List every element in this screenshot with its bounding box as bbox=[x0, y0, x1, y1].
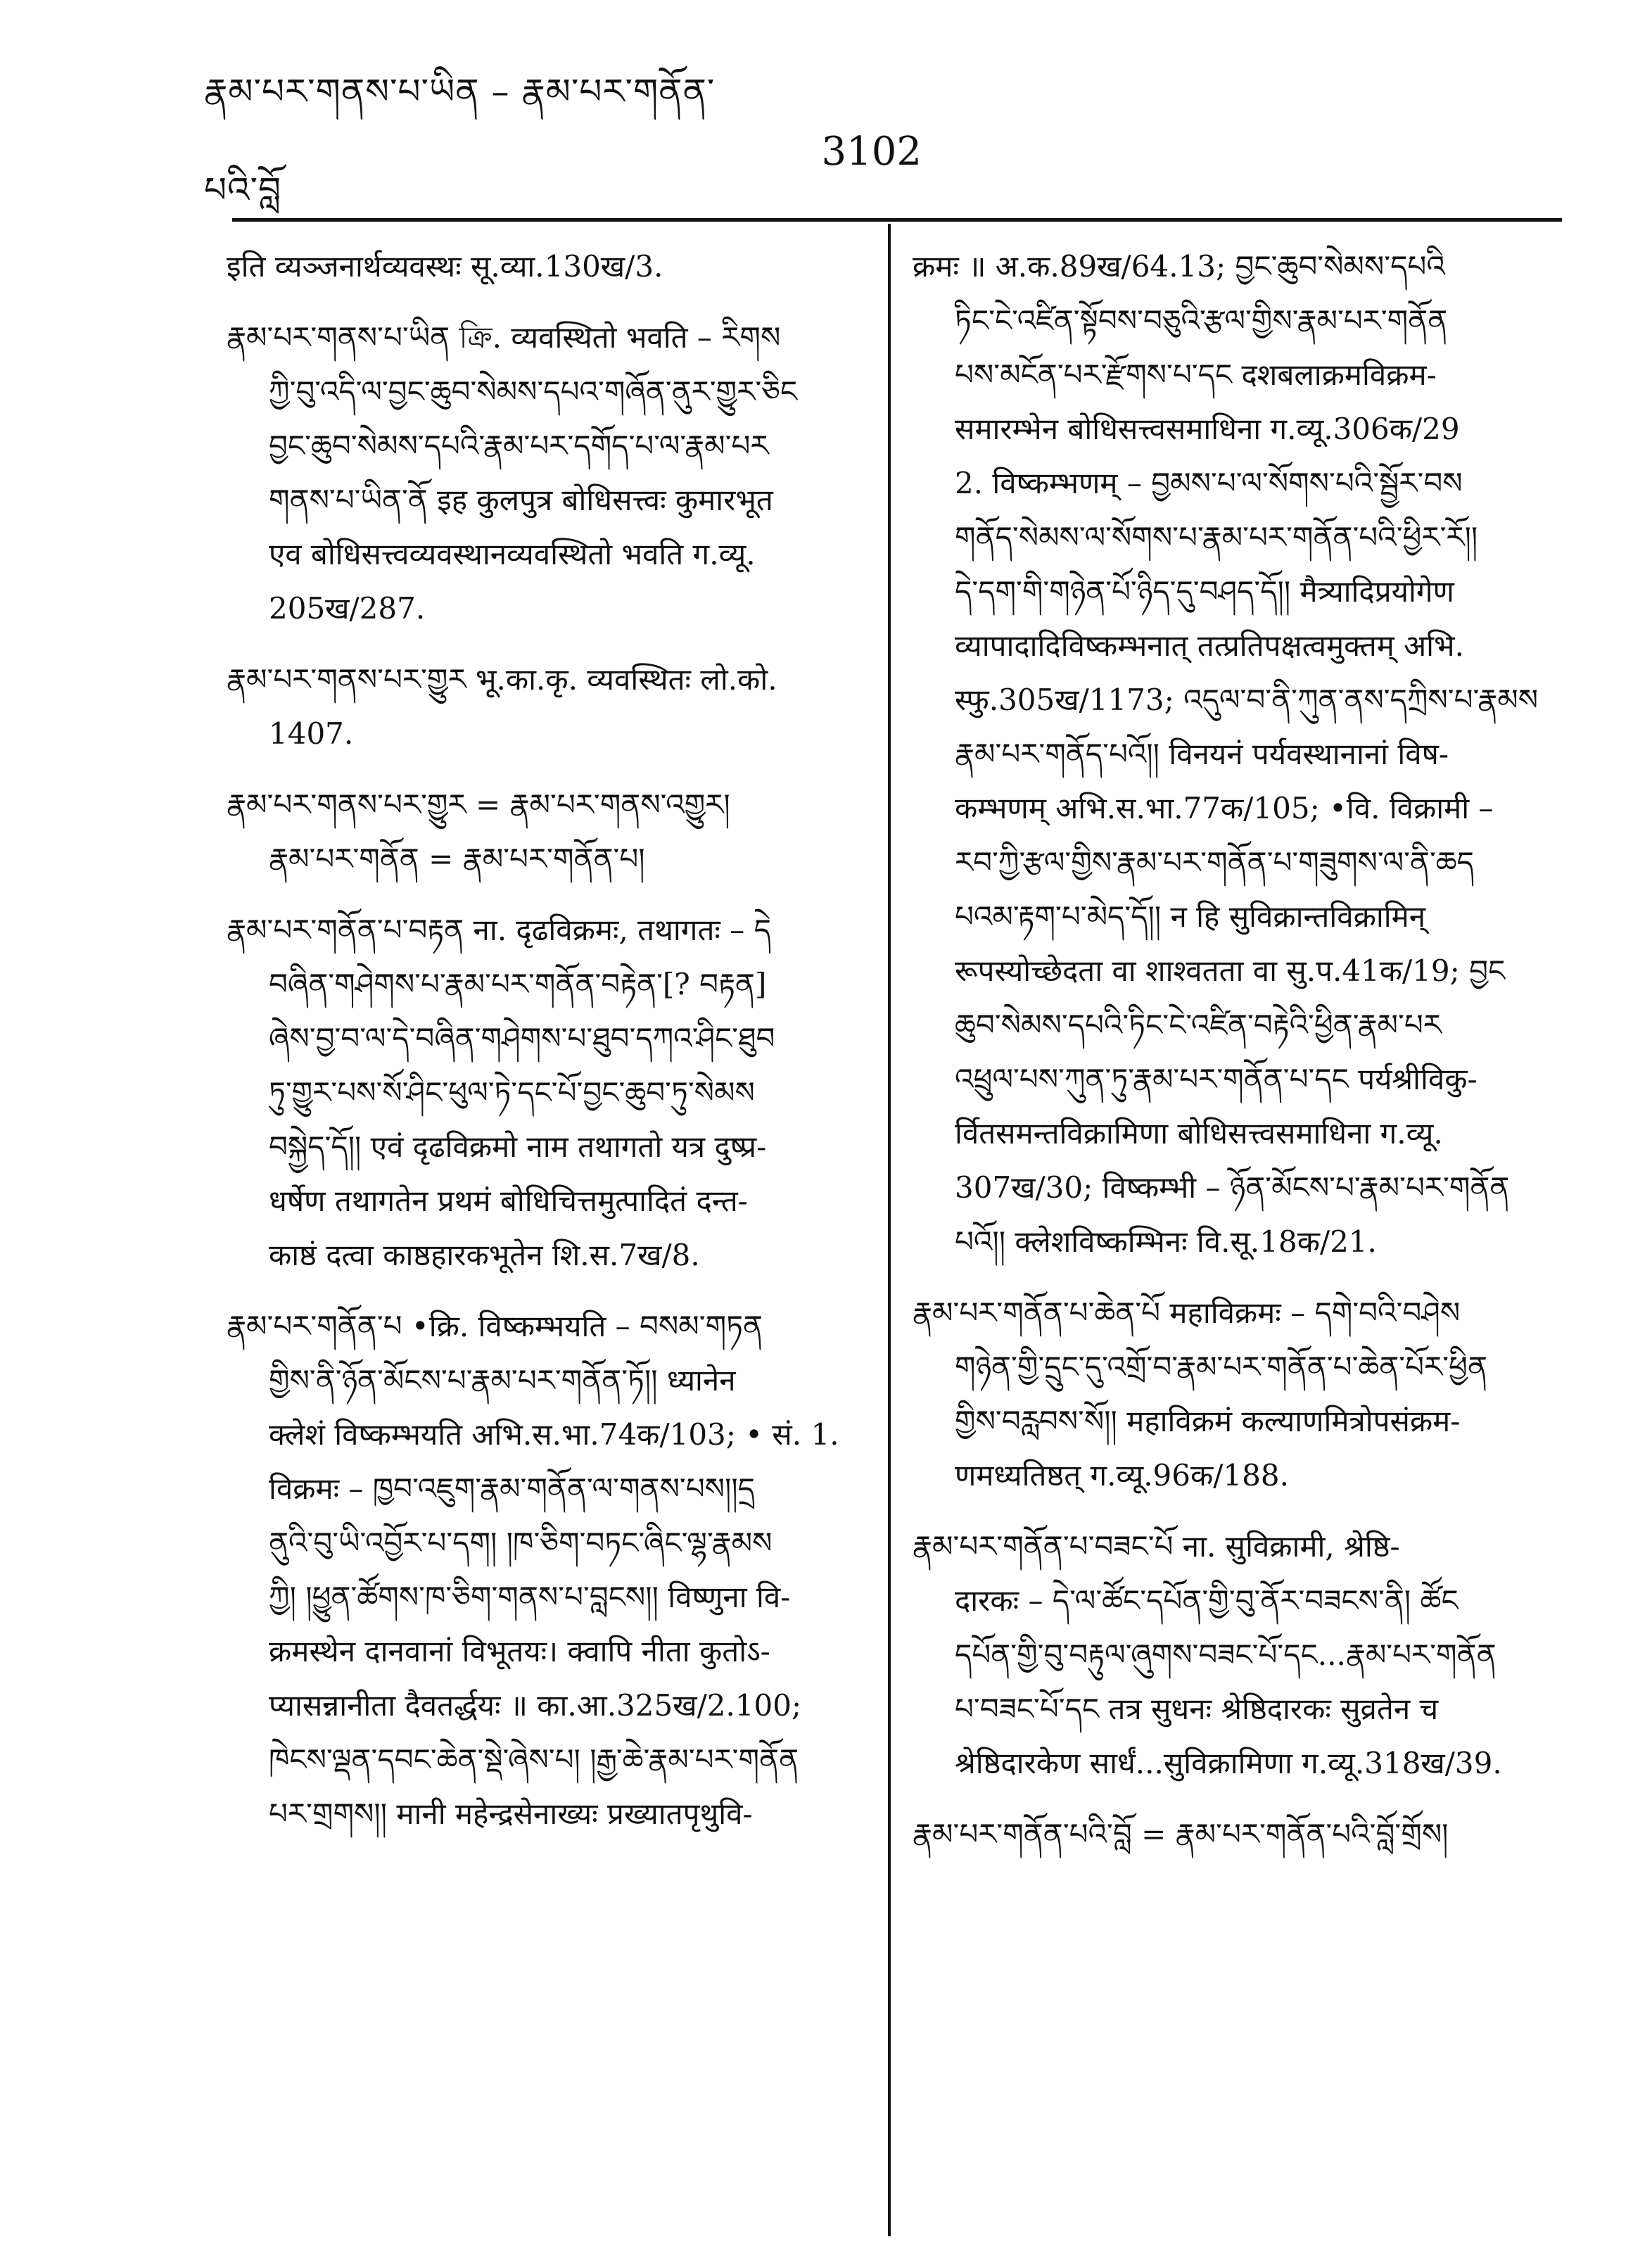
dictionary-entry bbox=[227, 778, 860, 886]
dictionary-entry bbox=[227, 239, 860, 293]
dictionary-entry bbox=[227, 903, 860, 1282]
entry-line: བསྐྱེད་དོ།། एवं दृढविक्रमो नाम तथागतो यत्र दुष्प्र- bbox=[269, 1129, 767, 1164]
page-header bbox=[204, 71, 922, 210]
entry-line: ནུའི་བུ་ཡི་འབྱོར་པ་དག། །ཁ་ཅིག་བཏང་ཞིང་ལྷ་རྣམས bbox=[269, 1526, 773, 1560]
entry-line: རྣམ་པར་གནོན = རྣམ་པར་གནོན་པ། bbox=[269, 842, 645, 876]
entry-line: བྱང་ཆུབ་སེམས་དཔའི་རྣམ་པར་དགོད་པ་ལ་རྣམ་པར bbox=[269, 429, 769, 463]
entry-line: པའོ།། क्लेशविष्कम्भिनः वि.सू.18क/21. bbox=[955, 1224, 1377, 1259]
entry-line: དཔོན་གྱི་བུ་བརྟུལ་ཞུགས་བཟང་པོ་དང...རྣམ་པར་གནོན bbox=[955, 1637, 1497, 1672]
dictionary-entry bbox=[227, 1299, 860, 1841]
entry-line: दारकः – དེ་ལ་ཚོང་དཔོན་གྱི་བུ་ནོར་བཟངས་ནི། ཚོང bbox=[955, 1583, 1459, 1618]
entry-line: इति व्यञ्जनार्थव्यवस्थः सू.व्या.130ख/3. bbox=[227, 249, 663, 284]
entry-line: धर्षेण तथागतेन प्रथमं बोधिचित्तमुत्पादितं दन्त- bbox=[269, 1184, 748, 1218]
entry-line: 2. विष्कम्भणम् – བྱམས་པ་ལ་སོགས་པའི་སྦྱོར་བས bbox=[955, 466, 1463, 500]
dictionary-entry bbox=[227, 310, 860, 635]
entry-line: པས་མངོན་པར་རྫོགས་པ་དང दशबलाक्रमविक्रम- bbox=[955, 357, 1437, 392]
entry-line: क्लेशं विष्कम्भयति अभि.स.भा.74क/103; • सं. 1. bbox=[269, 1417, 839, 1452]
entry-line: གྱིས་ནི་ཉོན་མོངས་པ་རྣམ་པར་གནོན་ཏོ།། ध्यानेन bbox=[269, 1363, 736, 1398]
entry-line: རྣམ་པར་གནོན་པ •क्रि. विष्कम्भयति – བསམ་གཏན bbox=[227, 1309, 763, 1343]
entry-line: གཉེན་གྱི་དྲུང་དུ་འགྲོ་བ་རྣམ་པར་གནོན་པ་ཆེན་པོར་ཕྱིན bbox=[955, 1350, 1487, 1384]
entry-line: ཁེངས་ལྡན་དབང་ཆེན་སྡེ་ཞེས་པ། །རྒྱ་ཆེ་རྣམ་པར་གནོན bbox=[269, 1742, 799, 1777]
entry-line: པར་གྲགས།། मानी महेन्द्रसेनाख्यः प्रख्यातपृथुवि- bbox=[269, 1797, 753, 1831]
entry-line: འཕྲུལ་པས་ཀུན་ཏུ་རྣམ་པར་གནོན་པ་དང पर्यश्रीविकु- bbox=[955, 1062, 1478, 1096]
entry-line: གྱིས་བརླབས་སོ།། महाविक्रमं कल्याणमित्रोपसंक्रम- bbox=[955, 1404, 1461, 1438]
entry-line: རྣམ་པར་གནས་པ་ཡིན ক্রি. व्यवस्थितो भवति – རིགས bbox=[227, 320, 781, 355]
right-column bbox=[913, 239, 1556, 1878]
entry-line: རྣམ་པར་གནོད་པའོ།། विनयनं पर्यवस्थानानां विष- bbox=[955, 737, 1449, 771]
entry-line: क्रमः ॥ अ.क.89ख/64.13; བྱང་ཆུབ་སེམས་དཔའི bbox=[913, 249, 1445, 284]
dictionary-entry bbox=[227, 652, 860, 761]
entry-line: कम्भणम् अभि.स.भा.77क/105; •वि. विक्रामी – bbox=[955, 791, 1494, 825]
entry-line: प्यासन्नानीता दैवतर्द्धयः ॥ का.आ.325ख/2.100; bbox=[269, 1688, 802, 1723]
entry-line: क्रमस्थेन दानवानां विभूतयः। क्वापि नीता कुतोऽ- bbox=[269, 1634, 770, 1668]
dictionary-entry bbox=[913, 1519, 1556, 1790]
entry-line: ཆུབ་སེམས་དཔའི་ཏིང་ངེ་འཛིན་བརྟེའི་ཕྱིན་རྣམ་པར bbox=[955, 1008, 1442, 1042]
entry-line: གནས་པ་ཡིན་ནོ इह कुलपुत्र बोधिसत्त्वः कुमारभूत bbox=[269, 483, 773, 517]
header-title: རྣམ་པར་གནས་པ་ཡིན – རྣམ་པར་གནོན་པའི་བློ bbox=[204, 71, 716, 210]
header-rule bbox=[232, 218, 1562, 222]
left-column bbox=[227, 239, 860, 1858]
entry-line: རྣམ་པར་གནོན་པའི་བློ = རྣམ་པར་གནོན་པའི་བློ་གྲོས། bbox=[913, 1817, 1449, 1851]
entry-line: 205ख/287. bbox=[269, 591, 426, 626]
entry-line: 307ख/30; विष्कम्भी – ཉོན་མོངས་པ་རྣམ་པར་གནོན bbox=[955, 1170, 1510, 1205]
entry-line: རྣམ་པར་གནོན་པ་བཟང་པོ ना. सुविक्रामी, श्रेष्ठि- bbox=[913, 1529, 1400, 1564]
entry-line: 1407. bbox=[269, 716, 354, 751]
entry-line: བཞིན་གཤེགས་པ་རྣམ་པར་གནོན་བརྟེན་[? བརྟན] bbox=[269, 967, 767, 1001]
entry-line: एव बोधिसत्त्वव्यवस्थानव्यवस्थितो भवति ग.व्यू. bbox=[269, 537, 756, 571]
entry-line: པ་བཟང་པོ་དང तत्र सुधनः श्रेष्ठिदारकः सुव्रतेन च bbox=[955, 1692, 1439, 1726]
entry-line: श्रेष्ठिदारकेण सार्धं...सुविक्रामिणा ग.व्यू.318ख/39. bbox=[955, 1746, 1502, 1780]
dictionary-entry bbox=[913, 239, 1556, 1269]
column-divider bbox=[888, 224, 891, 2236]
entry-line: ཀྱི། །ཕྱུན་ཚོགས་ཁ་ཅིག་གནས་པ་བླངས།། विष्णुना वि- bbox=[269, 1580, 791, 1614]
entry-line: स्फु.305ख/1173; འདུལ་བ་ནི་ཀུན་ནས་དཀྲིས་པ་རྣམས bbox=[955, 683, 1539, 717]
entry-line: काष्ठं दत्वा काष्ठहारकभूतेन शि.स.7ख/8. bbox=[269, 1238, 700, 1272]
entry-line: णमध्यतिष्ठत् ग.व्यू.96क/188. bbox=[955, 1458, 1289, 1493]
entry-line: ཀྱི་བུ་འདི་ལ་བྱང་ཆུབ་སེམས་དཔའ་གཞོན་ནུར་གྱུར་ཅིང bbox=[269, 374, 798, 409]
entry-line: ཞེས་བྱ་བ་ལ་དེ་བཞིན་གཤེགས་པ་ཐུབ་དཀའ་ཤིང་ཐུབ bbox=[269, 1021, 775, 1056]
entry-line: རྣམ་པར་གནོན་པ་ཆེན་པོ महाविक्रमः – དགེ་བའི་བཤེས bbox=[913, 1295, 1461, 1330]
entry-line: རབ་ཀྱི་རྩལ་གྱིས་རྣམ་པར་གནོན་པ་གཟུགས་ལ་ནི་ཆད bbox=[955, 845, 1474, 880]
page-number: 3102 bbox=[821, 128, 922, 175]
entry-line: विक्रमः – ཁྱབ་འཇུག་རྣམ་གནོན་ལ་གནས་པས།།དྲ bbox=[269, 1471, 755, 1506]
entry-line: པའམ་རྟག་པ་མེད་དོ།། न हि सुविक्रान्तविक्रामिन् bbox=[955, 899, 1426, 934]
entry-line: རྣམ་པར་གནས་པར་གྱུར भू.का.कृ. व्यवस्थितः लो.को. bbox=[227, 662, 777, 697]
dictionary-entry bbox=[913, 1807, 1556, 1861]
entry-line: र्वितसमन्तविक्रामिणा बोधिसत्त्वसमाधिना ग.व्यू. bbox=[955, 1116, 1443, 1151]
entry-line: གནོད་སེམས་ལ་སོགས་པ་རྣམ་པར་གནོན་པའི་ཕྱིར་རོ།། bbox=[955, 520, 1478, 555]
entry-line: ཏུ་གྱུར་པས་སོ་ཤིང་ཕུལ་ཏེ་དང་པོ་བྱང་ཆུབ་ཏུ་སེམས bbox=[269, 1075, 755, 1110]
dictionary-entry bbox=[913, 1286, 1556, 1502]
entry-line: समारम्भेन बोधिसत्त्वसमाधिना ग.व्यू.306क/29 bbox=[955, 412, 1460, 446]
entry-line: རྣམ་པར་གནོན་པ་བརྟན ना. दृढविक्रमः, तथागतः – དེ bbox=[227, 913, 771, 947]
entry-line: རྣམ་པར་གནས་པར་གྱུར = རྣམ་པར་གནས་འགྱུར། bbox=[227, 787, 730, 822]
entry-line: व्यापादादिविष्कम्भनात् तत्प्रतिपक्षत्वमुक्तम् अभि. bbox=[955, 628, 1464, 663]
entry-line: रूपस्योच्छेदता वा शाश्वतता वा सु.प.41क/19; བྱང bbox=[955, 954, 1506, 988]
entry-line: དེ་དག་གི་གཉེན་པོ་ཉིད་དུ་བཤད་དོ།། मैत्र्यादिप्रयोगेण bbox=[955, 574, 1454, 609]
entry-line: ཏིང་ངེ་འཛིན་སྟོབས་བཅུའི་རྩལ་གྱིས་རྣམ་པར་གནོན bbox=[955, 303, 1448, 338]
